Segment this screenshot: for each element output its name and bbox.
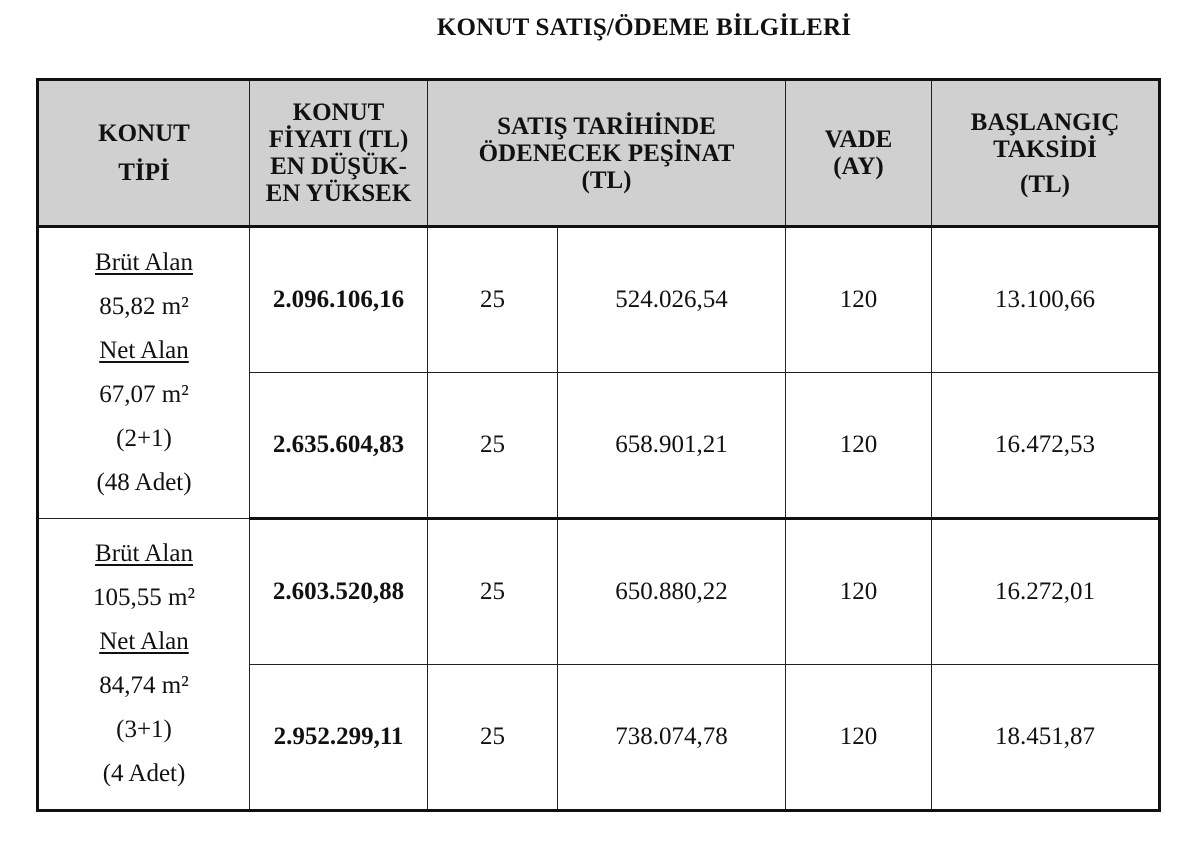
down-payment-cell: 650.880,22 [558,519,786,665]
unit-count: (48 Adet) [96,469,192,496]
down-payment-cell: 738.074,78 [558,665,786,811]
gross-area-label: Brüt Alan [95,540,193,567]
unit-count: (4 Adet) [102,760,186,787]
installment-cell: 16.472,53 [932,373,1160,519]
gross-area-label: Brüt Alan [95,249,193,276]
installment-cell: 18.451,87 [932,665,1160,811]
room-count: (2+1) [116,425,172,452]
down-payment-cell: 658.901,21 [558,373,786,519]
installment-cell: 16.272,01 [932,519,1160,665]
room-count: (3+1) [116,716,172,743]
header-row [38,80,1160,227]
installment-cell: 13.100,66 [932,227,1160,373]
net-area-label: Net Alan [99,337,189,364]
housing-type-cell [38,227,250,519]
price-cell: 2.635.604,83 [250,373,428,519]
page-title: KONUT SATIŞ/ÖDEME BİLGİLERİ [436,14,852,41]
housing-type-cell [38,519,250,811]
header-price: KONUT FİYATI (TL) EN DÜŞÜK- EN YÜKSEK [250,80,428,227]
table-row [38,227,1160,373]
net-area-value: 67,07 m² [99,381,189,408]
down-payment-cell: 524.026,54 [558,227,786,373]
down-payment-percent-cell: 25 [428,227,558,373]
header-term: VADE (AY) [786,80,932,227]
net-area-label: Net Alan [99,628,189,655]
term-cell: 120 [786,665,932,811]
down-payment-percent-cell: 25 [428,665,558,811]
term-cell: 120 [786,519,932,665]
price-cell: 2.952.299,11 [250,665,428,811]
term-cell: 120 [786,373,932,519]
gross-area-value: 105,55 m² [93,584,195,611]
net-area-value: 84,74 m² [99,672,189,699]
down-payment-percent-cell: 25 [428,373,558,519]
table-row [38,519,1160,665]
header-installment: BAŞLANGIÇ TAKSİDİ (TL) [932,80,1160,227]
price-cell: 2.603.520,88 [250,519,428,665]
sales-payment-table [36,78,1161,812]
price-cell: 2.096.106,16 [250,227,428,373]
header-type: KONUT TİPİ [38,80,250,227]
down-payment-percent-cell: 25 [428,519,558,665]
term-cell: 120 [786,227,932,373]
gross-area-value: 85,82 m² [99,293,189,320]
header-down-payment: SATIŞ TARİHİNDE ÖDENECEK PEŞİNAT (TL) [428,80,786,227]
